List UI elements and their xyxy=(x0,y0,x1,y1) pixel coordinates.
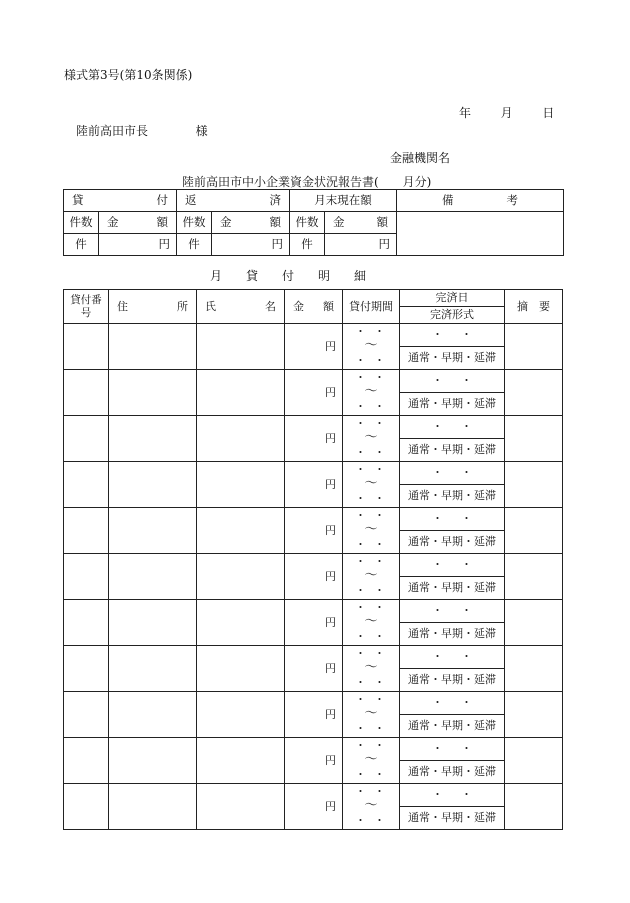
loan-number-field[interactable] xyxy=(64,462,109,508)
name-field[interactable] xyxy=(197,508,285,554)
loan-period-field[interactable] xyxy=(343,692,400,738)
name-field[interactable] xyxy=(197,738,285,784)
yen-unit: 円 xyxy=(325,799,336,813)
amount-field[interactable] xyxy=(285,416,343,462)
subheader-amount: 金 額 xyxy=(99,212,177,234)
address-field[interactable] xyxy=(109,554,197,600)
report-date xyxy=(459,104,554,121)
remarks-field[interactable] xyxy=(397,212,564,256)
header-remarks: 備 考 xyxy=(397,190,564,212)
yen-unit: 円 xyxy=(325,615,336,629)
period-end-dots: ・・ xyxy=(355,768,393,781)
loan-period-field[interactable] xyxy=(343,370,400,416)
amount-field[interactable] xyxy=(285,646,343,692)
summary-field[interactable] xyxy=(505,324,563,370)
yen-unit: 円 xyxy=(325,753,336,767)
institution-label: 金融機関名 xyxy=(390,151,451,165)
period-start-dots: ・・ xyxy=(355,739,393,752)
name-field[interactable] xyxy=(197,554,285,600)
completion-date-field[interactable]: ・・ xyxy=(400,784,505,807)
loan-number-field[interactable] xyxy=(64,370,109,416)
header-completion-type: 完済形式 xyxy=(400,307,505,324)
detail-row xyxy=(64,462,563,485)
period-end-dots: ・・ xyxy=(355,446,393,459)
header-loan-period: 貸付期間 xyxy=(343,290,400,324)
completion-type-field[interactable]: 通常・早期・延滞 xyxy=(400,393,505,416)
loan-period-field[interactable] xyxy=(343,738,400,784)
repayment-amount-field[interactable]: 円 xyxy=(212,234,290,256)
period-tilde: ～ xyxy=(364,476,378,491)
name-field[interactable] xyxy=(197,600,285,646)
amount-field[interactable] xyxy=(285,692,343,738)
completion-date-field[interactable]: ・・ xyxy=(400,508,505,531)
address-field[interactable] xyxy=(109,462,197,508)
completion-date-field[interactable]: ・・ xyxy=(400,692,505,715)
completion-type-field[interactable]: 通常・早期・延滞 xyxy=(400,761,505,784)
name-field[interactable] xyxy=(197,416,285,462)
summary-field[interactable] xyxy=(505,646,563,692)
subheader-amount: 金 額 xyxy=(325,212,397,234)
completion-date-field[interactable]: ・・ xyxy=(400,646,505,669)
loan-number-field[interactable] xyxy=(64,554,109,600)
summary-table xyxy=(63,189,564,256)
period-tilde: ～ xyxy=(364,384,378,399)
period-tilde: ～ xyxy=(364,798,378,813)
name-field[interactable] xyxy=(197,784,285,830)
yen-unit: 円 xyxy=(325,431,336,445)
summary-field[interactable] xyxy=(505,416,563,462)
addressee xyxy=(76,122,208,139)
yen-unit: 円 xyxy=(325,339,336,353)
addressee-name: 陸前高田市長 xyxy=(76,124,149,138)
loan-period-field[interactable] xyxy=(343,508,400,554)
address-field[interactable] xyxy=(109,738,197,784)
completion-date-field[interactable]: ・・ xyxy=(400,370,505,393)
loan-number-field[interactable] xyxy=(64,416,109,462)
balance-count-field[interactable]: 件 xyxy=(290,234,325,256)
detail-row xyxy=(64,416,563,439)
loan-period-field[interactable] xyxy=(343,554,400,600)
name-field[interactable] xyxy=(197,324,285,370)
loan-period-field[interactable] xyxy=(343,324,400,370)
header-amount: 金 額 xyxy=(285,290,343,324)
address-field[interactable] xyxy=(109,508,197,554)
period-end-dots: ・・ xyxy=(355,676,393,689)
loan-count-field[interactable]: 件 xyxy=(64,234,99,256)
amount-field[interactable] xyxy=(285,462,343,508)
yen-unit: 円 xyxy=(325,661,336,675)
date-day-label: 日 xyxy=(542,106,555,120)
loan-number-field[interactable] xyxy=(64,600,109,646)
amount-field[interactable] xyxy=(285,508,343,554)
amount-field[interactable] xyxy=(285,600,343,646)
detail-table xyxy=(63,289,563,830)
header-month-end-balance: 月末現在額 xyxy=(290,190,397,212)
loan-period-field[interactable] xyxy=(343,600,400,646)
header-loans: 貸 付 xyxy=(64,190,177,212)
loan-number-field[interactable] xyxy=(64,784,109,830)
yen-unit: 円 xyxy=(325,707,336,721)
period-tilde: ～ xyxy=(364,338,378,353)
period-end-dots: ・・ xyxy=(355,584,393,597)
period-start-dots: ・・ xyxy=(355,601,393,614)
header-repayment: 返 済 xyxy=(177,190,290,212)
completion-type-field[interactable]: 通常・早期・延滞 xyxy=(400,439,505,462)
completion-date-field[interactable]: ・・ xyxy=(400,324,505,347)
completion-date-field[interactable]: ・・ xyxy=(400,600,505,623)
address-field[interactable] xyxy=(109,646,197,692)
name-field[interactable] xyxy=(197,646,285,692)
header-loan-number: 貸付番号 xyxy=(64,290,109,324)
completion-type-field[interactable]: 通常・早期・延滞 xyxy=(400,577,505,600)
loan-number-field[interactable] xyxy=(64,738,109,784)
form-number: 様式第3号(第10条関係) xyxy=(64,68,193,82)
addressee-honorific: 様 xyxy=(195,124,208,138)
loan-period-field[interactable] xyxy=(343,462,400,508)
address-field[interactable] xyxy=(109,600,197,646)
period-end-dots: ・・ xyxy=(355,722,393,735)
loan-number-field[interactable] xyxy=(64,692,109,738)
summary-field[interactable] xyxy=(505,692,563,738)
name-field[interactable] xyxy=(197,462,285,508)
header-completion-date: 完済日 xyxy=(400,290,505,307)
detail-row xyxy=(64,370,563,393)
completion-date-field[interactable]: ・・ xyxy=(400,462,505,485)
amount-field[interactable] xyxy=(285,738,343,784)
detail-row xyxy=(64,738,563,761)
period-start-dots: ・・ xyxy=(355,417,393,430)
yen-unit: 円 xyxy=(325,569,336,583)
date-month-label: 月 xyxy=(500,106,513,120)
period-tilde: ～ xyxy=(364,706,378,721)
summary-field[interactable] xyxy=(505,462,563,508)
yen-unit: 円 xyxy=(325,523,336,537)
period-start-dots: ・・ xyxy=(355,555,393,568)
detail-row xyxy=(64,324,563,347)
period-tilde: ～ xyxy=(364,522,378,537)
subheader-count: 件数 xyxy=(64,212,99,234)
header-summary: 摘 要 xyxy=(505,290,563,324)
completion-date-field[interactable]: ・・ xyxy=(400,554,505,577)
period-tilde: ～ xyxy=(364,752,378,767)
date-year-label: 年 xyxy=(459,106,472,120)
period-tilde: ～ xyxy=(364,614,378,629)
period-start-dots: ・・ xyxy=(355,647,393,660)
period-tilde: ～ xyxy=(364,568,378,583)
summary-field[interactable] xyxy=(505,600,563,646)
completion-date-field[interactable]: ・・ xyxy=(400,738,505,761)
completion-type-field[interactable]: 通常・早期・延滞 xyxy=(400,669,505,692)
summary-field[interactable] xyxy=(505,784,563,830)
period-end-dots: ・・ xyxy=(355,354,393,367)
summary-field[interactable] xyxy=(505,554,563,600)
loan-number-field[interactable] xyxy=(64,508,109,554)
address-field[interactable] xyxy=(109,416,197,462)
header-address: 住 所 xyxy=(109,290,197,324)
address-field[interactable] xyxy=(109,370,197,416)
detail-row xyxy=(64,784,563,807)
completion-date-field[interactable]: ・・ xyxy=(400,416,505,439)
report-title: 陸前高田市中小企業資金状況報告書( 月分) xyxy=(182,175,432,189)
detail-row xyxy=(64,646,563,669)
period-end-dots: ・・ xyxy=(355,814,393,827)
period-end-dots: ・・ xyxy=(355,400,393,413)
repayment-count-field[interactable]: 件 xyxy=(177,234,212,256)
address-field[interactable] xyxy=(109,784,197,830)
period-start-dots: ・・ xyxy=(355,785,393,798)
period-end-dots: ・・ xyxy=(355,630,393,643)
loan-number-field[interactable] xyxy=(64,646,109,692)
name-field[interactable] xyxy=(197,370,285,416)
subheader-count: 件数 xyxy=(177,212,212,234)
period-start-dots: ・・ xyxy=(355,371,393,384)
completion-type-field[interactable]: 通常・早期・延滞 xyxy=(400,623,505,646)
completion-type-field[interactable]: 通常・早期・延滞 xyxy=(400,715,505,738)
detail-row xyxy=(64,554,563,577)
header-name: 氏 名 xyxy=(197,290,285,324)
period-end-dots: ・・ xyxy=(355,538,393,551)
detail-row xyxy=(64,692,563,715)
period-start-dots: ・・ xyxy=(355,325,393,338)
loan-period-field[interactable] xyxy=(343,416,400,462)
completion-type-field[interactable]: 通常・早期・延滞 xyxy=(400,807,505,830)
period-start-dots: ・・ xyxy=(355,693,393,706)
detail-row xyxy=(64,508,563,531)
loan-amount-field[interactable]: 円 xyxy=(99,234,177,256)
amount-field[interactable] xyxy=(285,324,343,370)
completion-type-field[interactable]: 通常・早期・延滞 xyxy=(400,347,505,370)
yen-unit: 円 xyxy=(325,385,336,399)
summary-field[interactable] xyxy=(505,508,563,554)
period-start-dots: ・・ xyxy=(355,509,393,522)
completion-type-field[interactable]: 通常・早期・延滞 xyxy=(400,531,505,554)
loan-number-field[interactable] xyxy=(64,324,109,370)
summary-field[interactable] xyxy=(505,738,563,784)
yen-unit: 円 xyxy=(325,477,336,491)
subheader-amount: 金 額 xyxy=(212,212,290,234)
summary-field[interactable] xyxy=(505,370,563,416)
completion-type-field[interactable]: 通常・早期・延滞 xyxy=(400,485,505,508)
address-field[interactable] xyxy=(109,324,197,370)
detail-title: 月 貸 付 明 細 xyxy=(210,269,367,283)
detail-row xyxy=(64,600,563,623)
period-tilde: ～ xyxy=(364,660,378,675)
amount-field[interactable] xyxy=(285,370,343,416)
name-field[interactable] xyxy=(197,692,285,738)
period-tilde: ～ xyxy=(364,430,378,445)
period-end-dots: ・・ xyxy=(355,492,393,505)
loan-period-field[interactable] xyxy=(343,784,400,830)
period-start-dots: ・・ xyxy=(355,463,393,476)
loan-period-field[interactable] xyxy=(343,646,400,692)
balance-amount-field[interactable]: 円 xyxy=(325,234,397,256)
subheader-count: 件数 xyxy=(290,212,325,234)
amount-field[interactable] xyxy=(285,784,343,830)
address-field[interactable] xyxy=(109,692,197,738)
amount-field[interactable] xyxy=(285,554,343,600)
